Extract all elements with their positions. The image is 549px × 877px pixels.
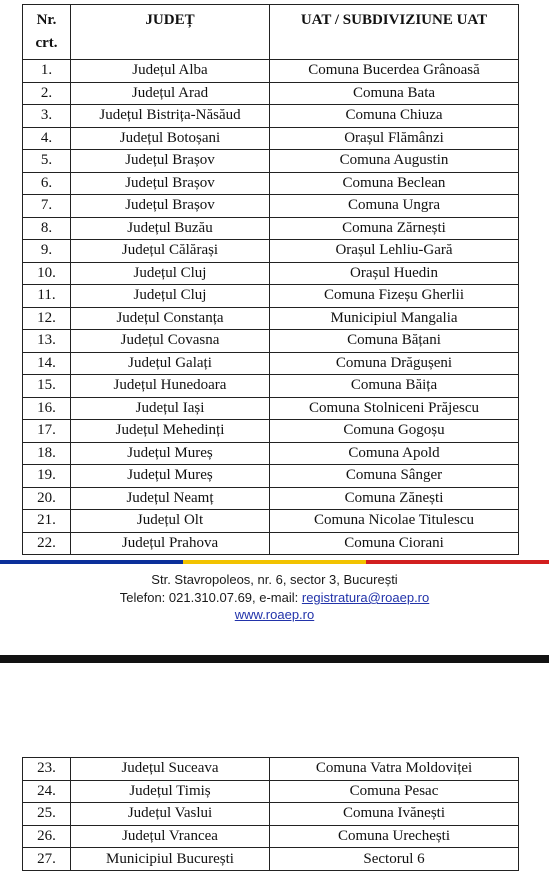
cell-judet: Județul Galați (71, 352, 270, 375)
table-row (23, 780, 519, 803)
table-row (23, 803, 519, 826)
cell-nr: 9. (23, 240, 71, 263)
cell-uat: Sectorul 6 (270, 848, 519, 871)
cell-judet: Județul Mureș (71, 465, 270, 488)
cell-judet: Județul Cluj (71, 262, 270, 285)
header-judet: JUDEȚ (71, 5, 270, 60)
cell-judet: Municipiul București (71, 848, 270, 871)
cell-nr: 2. (23, 82, 71, 105)
cell-uat: Orașul Lehliu-Gară (270, 240, 519, 263)
cell-uat: Comuna Băița (270, 375, 519, 398)
cell-uat: Comuna Chiuza (270, 105, 519, 128)
cell-nr: 8. (23, 217, 71, 240)
cell-judet: Județul Constanța (71, 307, 270, 330)
cell-judet: Județul Covasna (71, 330, 270, 353)
cell-uat: Orașul Flămânzi (270, 127, 519, 150)
cell-nr: 4. (23, 127, 71, 150)
table-row (23, 397, 519, 420)
cell-nr: 20. (23, 487, 71, 510)
table-row (23, 420, 519, 443)
cell-uat: Comuna Ivănești (270, 803, 519, 826)
footer-email-link[interactable]: registratura@roaep.ro (301, 590, 430, 605)
cell-uat: Comuna Pesac (270, 780, 519, 803)
table-row (23, 825, 519, 848)
table-row (23, 60, 519, 83)
cell-uat: Comuna Bățani (270, 330, 519, 353)
cell-nr: 13. (23, 330, 71, 353)
cell-uat: Comuna Drăgușeni (270, 352, 519, 375)
cell-uat: Comuna Beclean (270, 172, 519, 195)
cell-uat: Comuna Nicolae Titulescu (270, 510, 519, 533)
cell-nr: 18. (23, 442, 71, 465)
uat-table-page-1 (22, 4, 519, 555)
table-row (23, 330, 519, 353)
table-row (23, 352, 519, 375)
table-row (23, 487, 519, 510)
cell-uat: Comuna Apold (270, 442, 519, 465)
table-row (23, 82, 519, 105)
table-row (23, 150, 519, 173)
cell-judet: Județul Brașov (71, 195, 270, 218)
table-row (23, 285, 519, 308)
cell-uat: Comuna Vatra Moldoviței (270, 758, 519, 781)
cell-judet: Județul Timiș (71, 780, 270, 803)
footer-website (0, 607, 549, 622)
header-nr-line2: crt. (35, 35, 58, 51)
footer-address: Str. Stavropoleos, nr. 6, sector 3, București (151, 572, 398, 587)
cell-uat: Orașul Huedin (270, 262, 519, 285)
footer-phone: Telefon: 021.310.07.69, e-mail: (119, 590, 302, 605)
table-row (23, 465, 519, 488)
cell-uat: Comuna Urechești (270, 825, 519, 848)
cell-nr: 19. (23, 465, 71, 488)
cell-uat: Comuna Gogoșu (270, 420, 519, 443)
cell-judet: Județul Bistrița-Năsăud (71, 105, 270, 128)
table-row (23, 510, 519, 533)
cell-judet: Județul Botoșani (71, 127, 270, 150)
cell-uat: Comuna Bata (270, 82, 519, 105)
cell-nr: 6. (23, 172, 71, 195)
cell-judet: Județul Olt (71, 510, 270, 533)
page-break-bar (0, 655, 549, 663)
table-row (23, 307, 519, 330)
table-row (23, 127, 519, 150)
cell-uat: Municipiul Mangalia (270, 307, 519, 330)
cell-judet: Județul Alba (71, 60, 270, 83)
header-uat: UAT / SUBDIVIZIUNE UAT (270, 5, 519, 60)
cell-uat: Comuna Stolniceni Prăjescu (270, 397, 519, 420)
cell-judet: Județul Suceava (71, 758, 270, 781)
cell-nr: 17. (23, 420, 71, 443)
table-row (23, 240, 519, 263)
table-row (23, 532, 519, 555)
cell-nr: 23. (23, 758, 71, 781)
cell-nr: 15. (23, 375, 71, 398)
table-header-row (23, 5, 519, 60)
cell-judet: Județul Mehedinți (71, 420, 270, 443)
table-row (23, 262, 519, 285)
cell-nr: 26. (23, 825, 71, 848)
cell-judet: Județul Brașov (71, 150, 270, 173)
cell-uat: Comuna Ungra (270, 195, 519, 218)
cell-nr: 22. (23, 532, 71, 555)
cell-nr: 12. (23, 307, 71, 330)
table-row (23, 375, 519, 398)
cell-nr: 11. (23, 285, 71, 308)
cell-uat: Comuna Ciorani (270, 532, 519, 555)
table-row (23, 848, 519, 871)
table-row (23, 758, 519, 781)
header-nr-crt (23, 5, 71, 60)
table-row (23, 105, 519, 128)
cell-judet: Județul Hunedoara (71, 375, 270, 398)
cell-nr: 25. (23, 803, 71, 826)
cell-judet: Județul Buzău (71, 217, 270, 240)
cell-judet: Județul Călărași (71, 240, 270, 263)
uat-table-page-2 (22, 757, 519, 871)
cell-uat: Comuna Bucerdea Grânoasă (270, 60, 519, 83)
table-row (23, 442, 519, 465)
cell-uat: Comuna Augustin (270, 150, 519, 173)
cell-uat: Comuna Zărnești (270, 217, 519, 240)
cell-nr: 7. (23, 195, 71, 218)
tricolor-line (0, 560, 549, 564)
cell-nr: 27. (23, 848, 71, 871)
cell-uat: Comuna Sânger (270, 465, 519, 488)
cell-nr: 10. (23, 262, 71, 285)
footer-website-link[interactable]: www.roaep.ro (234, 607, 315, 622)
cell-judet: Județul Iași (71, 397, 270, 420)
table-row (23, 172, 519, 195)
cell-judet: Județul Brașov (71, 172, 270, 195)
cell-uat: Comuna Zănești (270, 487, 519, 510)
footer-contact-line (0, 590, 549, 605)
table-row (23, 217, 519, 240)
cell-nr: 21. (23, 510, 71, 533)
cell-judet: Județul Prahova (71, 532, 270, 555)
cell-nr: 24. (23, 780, 71, 803)
cell-judet: Județul Vaslui (71, 803, 270, 826)
header-nr-line1: Nr. (36, 12, 57, 28)
cell-uat: Comuna Fizeșu Gherlii (270, 285, 519, 308)
cell-nr: 3. (23, 105, 71, 128)
cell-judet: Județul Cluj (71, 285, 270, 308)
cell-nr: 5. (23, 150, 71, 173)
cell-judet: Județul Arad (71, 82, 270, 105)
table-row (23, 195, 519, 218)
cell-judet: Județul Mureș (71, 442, 270, 465)
cell-nr: 16. (23, 397, 71, 420)
cell-nr: 14. (23, 352, 71, 375)
cell-judet: Județul Neamț (71, 487, 270, 510)
cell-judet: Județul Vrancea (71, 825, 270, 848)
cell-nr: 1. (23, 60, 71, 83)
